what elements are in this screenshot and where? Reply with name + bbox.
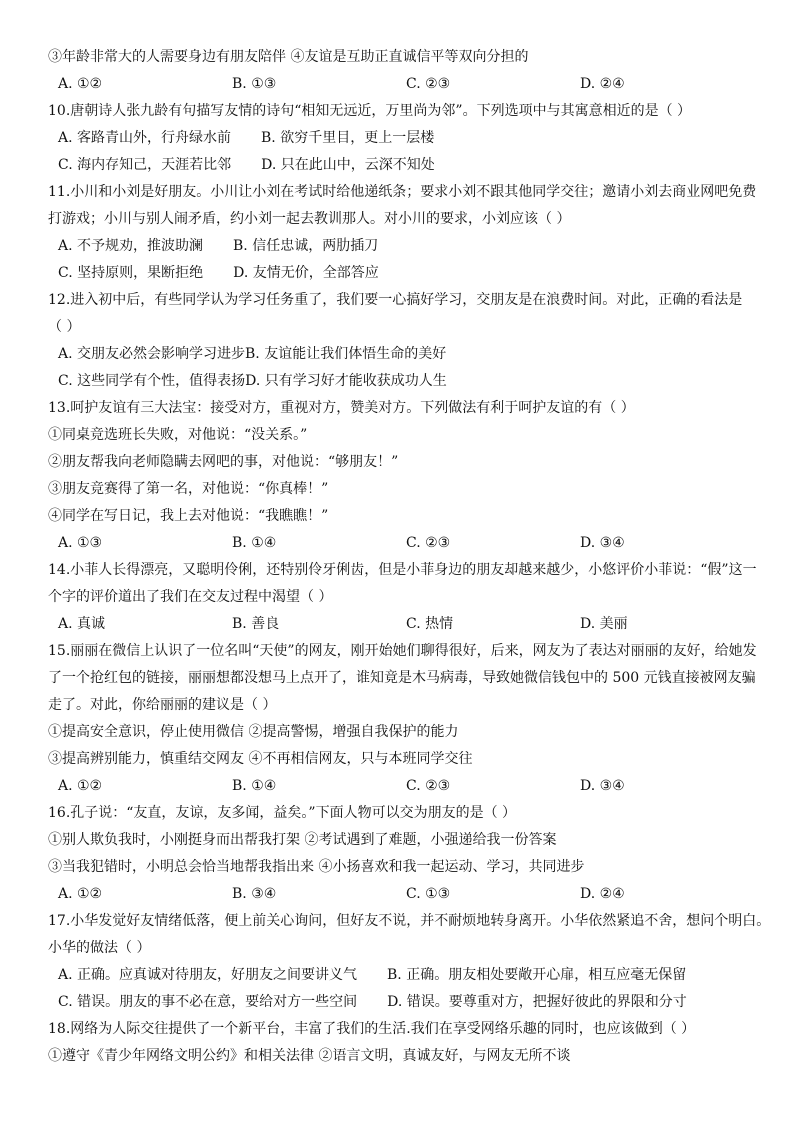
answer-options — [48, 881, 778, 908]
answer-option: C. ②③ — [406, 778, 451, 794]
answer-option: B. 信任忠诚，两肋插刀 — [233, 238, 379, 254]
answer-option: C. 热情 — [406, 616, 454, 632]
answer-option: B. ①③ — [232, 76, 277, 92]
answer-option: B. 正确。朋友相处要敞开心扉，相互应毫无保留 — [387, 967, 687, 983]
answer-option: B. ③④ — [232, 886, 277, 902]
answer-options — [48, 152, 778, 179]
answer-options — [48, 989, 778, 1016]
answer-option: A. ①② — [58, 76, 103, 92]
answer-option: A. 客路青山外，行舟绿水前 — [58, 130, 232, 146]
statement-line: ③朋友竞赛得了第一名，对他说：“你真棒！” — [48, 481, 329, 497]
answer-option: B. ①④ — [232, 778, 277, 794]
answer-option: D. ②④ — [580, 886, 625, 902]
answer-options — [48, 611, 778, 638]
answer-option: A. 交朋友必然会影响学习进步B. 友谊能让我们体悟生命的美好 — [58, 346, 447, 362]
text-line: 个字的评价道出了我们在交友过程中渴望（ ） — [48, 589, 333, 605]
text-line: 了一个抢红包的链接，丽丽想都没想马上点开了，谁知竟是木马病毒，导致她微信钱包中的 500 元钱直接被网友骗 — [48, 670, 756, 686]
answer-options — [48, 962, 778, 989]
answer-option: C. 坚持原则，果断拒绝 — [58, 265, 204, 281]
answer-option: C. ②③ — [406, 76, 451, 92]
answer-options — [48, 341, 778, 368]
question-stem: 17.小华发觉好友情绪低落，便上前关心询问，但好友不说，并不耐烦地转身离开。小华依然紧追不舍，想问个明白。 — [48, 913, 771, 929]
answer-option: C. 错误。朋友的事不必在意，要给对方一些空间 — [58, 994, 358, 1010]
statement-line: ③当我犯错时，小明总会恰当地帮我指出来 ④小扬喜欢和我一起运动、学习，共同进步 — [48, 859, 585, 875]
answer-option: C. ②③ — [406, 535, 451, 551]
text-line: 小华的做法（ ） — [48, 940, 151, 956]
statement-line: ①提高安全意识，停止使用微信 ②提高警惕，增强自我保护的能力 — [48, 724, 459, 740]
question-stem: 10.唐朝诗人张九龄有句描写友情的诗句“相知无远近，万里尚为邻”。下列选项中与其寓意相近的是（ ） — [48, 103, 692, 119]
answer-option: C. 这些同学有个性，值得表扬D. 只有学习好才能收获成功人生 — [58, 373, 447, 389]
text-line: 打游戏；小川与别人闹矛盾，约小刘一起去教训那人。对小川的要求，小刘应该（ ） — [48, 211, 571, 227]
answer-option: B. 欲穷千里目，更上一层楼 — [261, 130, 435, 146]
answer-option: A. ①② — [58, 886, 103, 902]
answer-option: A. ①③ — [58, 535, 103, 551]
statement-line: ①同桌竞选班长失败，对他说：“没关系。” — [48, 427, 308, 443]
answer-option: A. 真诚 — [58, 616, 106, 632]
question-stem: 11.小川和小刘是好朋友。小川让小刘在考试时给他递纸条；要求小刘不跟其他同学交往；邀请小刘去商业网吧免费 — [48, 184, 757, 200]
answer-option: C. 海内存知己，天涯若比邻 — [58, 157, 232, 173]
statement-line: ①遵守《青少年网络文明公约》和相关法律 ②语言文明，真诚友好，与网友无所不谈 — [48, 1048, 571, 1064]
statement-line: ③提高辨别能力，慎重结交网友 ④不再相信网友，只与本班同学交往 — [48, 751, 473, 767]
statement-line: ③年龄非常大的人需要身边有朋友陪伴 ④友谊是互助正直诚信平等双向分担的 — [48, 49, 529, 65]
statement-line: ①别人欺负我时，小刚挺身而出帮我打架 ②考试遇到了难题，小强递给我一份答案 — [48, 832, 557, 848]
answer-options — [48, 125, 778, 152]
answer-options — [48, 368, 778, 395]
answer-option: D. 友情无价，全部答应 — [233, 265, 379, 281]
question-stem: 13.呵护友谊有三大法宝：接受对方，重视对方，赞美对方。下列做法有利于呵护友谊的有（ ） — [48, 400, 635, 416]
text-line: 走了。对此，你给丽丽的建议是（ ） — [48, 697, 277, 713]
answer-option: D. 只在此山中，云深不知处 — [261, 157, 435, 173]
statement-line: ②朋友帮我向老师隐瞒去网吧的事，对他说：“够朋友！” — [48, 454, 399, 470]
answer-option: A. ①② — [58, 778, 103, 794]
answer-option: D. 美丽 — [580, 616, 628, 632]
question-stem: 15.丽丽在微信上认识了一位名叫“天使”的网友，刚开始她们聊得很好，后来，网友为了表达对丽丽的友好，给她发 — [48, 643, 757, 659]
answer-options — [48, 530, 778, 557]
statement-line: ④同学在写日记，我上去对他说：“我瞧瞧！” — [48, 508, 329, 524]
answer-option: D. ②④ — [580, 76, 625, 92]
answer-option: B. 善良 — [232, 616, 280, 632]
exam-page — [48, 44, 778, 1070]
answer-option: C. ①③ — [406, 886, 451, 902]
question-stem: 14.小菲人长得漂亮，又聪明伶俐，还特别伶牙俐齿，但是小菲身边的朋友却越来越少，小悠评价小菲说：“假”这一 — [48, 562, 757, 578]
question-stem: 12.进入初中后，有些同学认为学习任务重了，我们要一心搞好学习，交朋友是在浪费时间。对此，正确的看法是 — [48, 292, 743, 308]
answer-options — [48, 260, 778, 287]
question-stem: 16.孔子说：“友直，友谅，友多闻，益矣。”下面人物可以交为朋友的是（ ） — [48, 805, 517, 821]
answer-option: D. 错误。要尊重对方，把握好彼此的界限和分寸 — [387, 994, 687, 1010]
answer-options — [48, 773, 778, 800]
text-line: （ ） — [48, 319, 81, 335]
answer-options — [48, 233, 778, 260]
answer-options — [48, 71, 778, 98]
answer-option: A. 不予规劝，推波助澜 — [58, 238, 204, 254]
answer-option: D. ③④ — [580, 778, 625, 794]
answer-option: A. 正确。应真诚对待朋友，好朋友之间要讲义气 — [58, 967, 358, 983]
question-stem: 18.网络为人际交往提供了一个新平台，丰富了我们的生活.我们在享受网络乐趣的同时，也应该做到（ ） — [48, 1021, 696, 1037]
answer-option: B. ①④ — [232, 535, 277, 551]
answer-option: D. ③④ — [580, 535, 625, 551]
